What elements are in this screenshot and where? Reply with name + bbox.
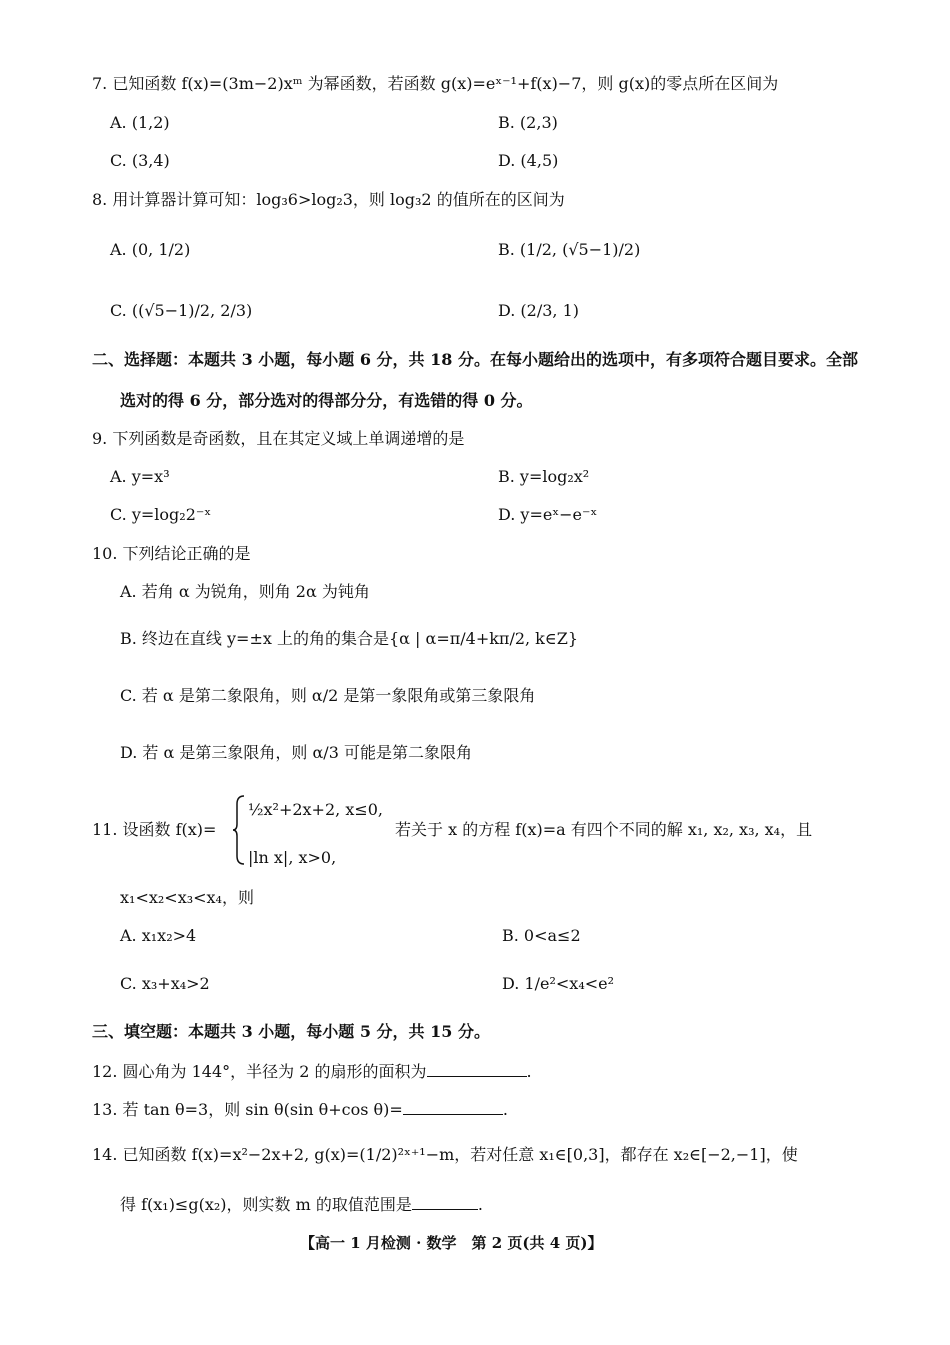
section-2-heading-cont: 选对的得 6 分，部分选对的得部分分，有选错的得 0 分。 xyxy=(120,391,533,410)
q11-condition: x₁<x₂<x₃<x₄，则 xyxy=(120,888,254,907)
q14-answer-blank xyxy=(412,1195,478,1210)
section-2-heading: 二、选择题：本题共 3 小题，每小题 6 分，共 18 分。在每小题给出的选项中，有多项符合题目要求。全部 xyxy=(92,350,858,369)
q11-option-b: B. 0<a≤2 xyxy=(502,926,581,945)
q8-option-b: B. (1/2, (√5−1)/2) xyxy=(498,240,641,259)
q14-line-2 xyxy=(120,1195,483,1213)
q12-end: . xyxy=(526,1062,532,1081)
q12-answer-blank xyxy=(427,1062,527,1077)
q11-option-c: C. x₃+x₄>2 xyxy=(120,974,210,993)
q13-end: . xyxy=(502,1100,508,1119)
q11-option-d: D. 1/e²<x₄<e² xyxy=(502,974,615,993)
q13-answer-blank xyxy=(403,1100,503,1115)
q9-stem: 9. 下列函数是奇函数，且在其定义域上单调递增的是 xyxy=(92,429,465,448)
q8-option-c: C. ((√5−1)/2, 2/3) xyxy=(110,301,253,320)
q10-option-b: B. 终边在直线 y=±x 上的角的集合是{α | α=π/4+kπ/2, k∈Z} xyxy=(120,629,579,648)
q10-stem: 10. 下列结论正确的是 xyxy=(92,544,251,563)
q14-stem: 14. 已知函数 f(x)=x²−2x+2, g(x)=(1/2)²ˣ⁺¹−m，若对任意 x₁∈[0,3]，都存在 x₂∈[−2,−1]，使 xyxy=(92,1145,798,1164)
q10-option-c: C. 若 α 是第二象限角，则 α/2 是第一象限角或第三象限角 xyxy=(120,686,536,705)
q11-piece-2: |ln x|, x>0, xyxy=(248,848,337,867)
q7-option-a: A. (1,2) xyxy=(110,113,170,132)
q10-option-d: D. 若 α 是第三象限角，则 α/3 可能是第二象限角 xyxy=(120,743,472,762)
q7-option-d: D. (4,5) xyxy=(498,151,559,170)
q12-line xyxy=(92,1062,532,1080)
q8-stem: 8. 用计算器计算可知：log₃6>log₂3，则 log₃2 的值所在的区间为 xyxy=(92,190,565,209)
q10-option-a: A. 若角 α 为锐角，则角 2α 为钝角 xyxy=(120,582,370,601)
q13-stem: 13. 若 tan θ=3，则 sin θ(sin θ+cos θ)= xyxy=(92,1100,403,1119)
q11-piece-1: ½x²+2x+2, x≤0, xyxy=(248,800,384,819)
q13-line xyxy=(92,1100,508,1118)
q11-stem-prefix: 11. 设函数 f(x)= xyxy=(92,820,217,839)
q7-option-b: B. (2,3) xyxy=(498,113,558,132)
q11-option-a: A. x₁x₂>4 xyxy=(120,926,197,945)
q8-option-a: A. (0, 1/2) xyxy=(110,240,191,259)
q11-stem-suffix: 若关于 x 的方程 f(x)=a 有四个不同的解 x₁, x₂, x₃, x₄，且 xyxy=(395,820,813,839)
section-3-heading: 三、填空题：本题共 3 小题，每小题 5 分，共 15 分。 xyxy=(92,1022,490,1041)
q7-stem: 7. 已知函数 f(x)=(3m−2)xᵐ 为幂函数，若函数 g(x)=eˣ⁻¹+f(x)−7，则 g(x)的零点所在区间为 xyxy=(92,74,779,93)
q9-option-d: D. y=eˣ−e⁻ˣ xyxy=(498,505,598,524)
q9-option-a: A. y=x³ xyxy=(110,467,170,486)
q14-end: . xyxy=(477,1195,483,1214)
q14-stem-cont: 得 f(x₁)≤g(x₂)，则实数 m 的取值范围是 xyxy=(120,1195,412,1214)
q11-brace xyxy=(232,794,246,866)
q12-stem: 12. 圆心角为 144°，半径为 2 的扇形的面积为 xyxy=(92,1062,427,1081)
q7-option-c: C. (3,4) xyxy=(110,151,170,170)
q9-option-b: B. y=log₂x² xyxy=(498,467,590,486)
page-footer: 【高一 1 月检测 · 数学 第 2 页(共 4 页)】 xyxy=(300,1234,603,1252)
q9-option-c: C. y=log₂2⁻ˣ xyxy=(110,505,212,524)
q8-option-d: D. (2/3, 1) xyxy=(498,301,580,320)
